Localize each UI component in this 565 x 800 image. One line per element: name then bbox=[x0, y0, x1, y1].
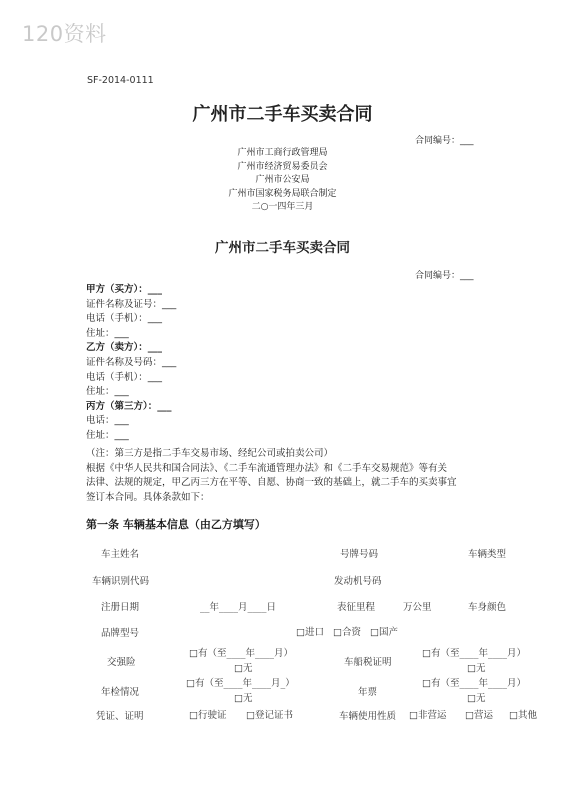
checkbox-driving-license[interactable]: □行驶证 bbox=[189, 710, 227, 721]
preamble-line: 法律、法规的规定，甲乙丙三方在平等、自愿、协商一致的基础上，就二手车的买卖事宜 bbox=[86, 477, 457, 489]
mileage-unit: 万公里 bbox=[403, 602, 432, 613]
checkbox-annual-check-none[interactable]: □无 bbox=[234, 693, 253, 704]
checkbox-non-operating[interactable]: □非营运 bbox=[409, 710, 447, 721]
contract-subtitle: 广州市二手车买卖合同 bbox=[215, 240, 350, 256]
checkbox-vessel-tax-none[interactable]: □无 bbox=[467, 663, 486, 674]
party-b-title: 乙方（卖方）：___ bbox=[86, 342, 163, 354]
checkbox-ticket-has[interactable]: □有（至____年____月） bbox=[422, 678, 526, 689]
checkbox-registration-certificate[interactable]: □登记证书 bbox=[246, 710, 293, 721]
party-b-id: 证件名称及号码：___ bbox=[86, 356, 177, 368]
party-a-id: 证件名称及证号：___ bbox=[86, 298, 177, 310]
note-block bbox=[86, 447, 457, 505]
label-compulsory-insurance: 交强险 bbox=[107, 657, 136, 668]
label-reg-date: 注册日期 bbox=[101, 602, 140, 613]
document-title: 广州市二手车买卖合同 bbox=[192, 104, 373, 125]
party-c-address: 住址：___ bbox=[86, 429, 129, 441]
issuer-line: 广州市公安局 bbox=[255, 175, 310, 186]
issuer-block bbox=[0, 147, 565, 215]
checkbox-origin-import[interactable]: □进口 bbox=[296, 627, 324, 638]
checkbox-annual-check-has[interactable]: □有（至____年____月_） bbox=[186, 678, 295, 689]
watermark: 120资料 bbox=[22, 22, 107, 46]
issuer-line: 广州市工商行政管理局 bbox=[237, 148, 328, 158]
checkbox-other[interactable]: □其他 bbox=[509, 710, 537, 721]
contract-number-label-2: 合同编号：___ bbox=[415, 271, 474, 281]
checkbox-operating[interactable]: □营运 bbox=[465, 710, 493, 721]
checkbox-compulsory-ins-none[interactable]: □无 bbox=[234, 663, 253, 674]
checkbox-vessel-tax-has[interactable]: □有（至____年____月） bbox=[422, 648, 526, 659]
reg-date-field[interactable]: __年____月____日 bbox=[200, 602, 277, 613]
issuer-line: 广州市国家税务局联合制定 bbox=[228, 188, 337, 199]
label-vessel-tax: 车船税证明 bbox=[344, 657, 392, 668]
label-body-color: 车身颜色 bbox=[468, 602, 507, 613]
party-b-phone: 电话（手机）：___ bbox=[86, 371, 163, 383]
party-c-title: 丙方（第三方）：___ bbox=[86, 400, 172, 412]
label-engine-no: 发动机号码 bbox=[334, 576, 382, 587]
label-credentials: 凭证、证明 bbox=[96, 711, 144, 722]
contract-number-label: 合同编号：___ bbox=[415, 136, 474, 146]
party-b-address: 住址：___ bbox=[86, 386, 129, 398]
label-usage-nature: 车辆使用性质 bbox=[339, 711, 397, 722]
article-1-heading: 第一条 车辆基本信息（由乙方填写） bbox=[86, 518, 266, 531]
label-annual-check: 年检情况 bbox=[101, 687, 140, 698]
label-brand-model: 品牌型号 bbox=[101, 628, 140, 639]
label-vin: 车辆识别代码 bbox=[92, 576, 150, 587]
issuer-line: 广州市经济贸易委员会 bbox=[237, 161, 328, 172]
preamble-line: 签订本合同。具体条款如下： bbox=[86, 491, 210, 503]
label-plate-no: 号牌号码 bbox=[340, 549, 379, 560]
parties-block bbox=[86, 283, 176, 444]
party-a-address: 住址：___ bbox=[86, 327, 129, 339]
checkbox-origin-joint-venture[interactable]: □合资 bbox=[333, 627, 361, 638]
party-c-phone: 电话：___ bbox=[86, 415, 129, 427]
issue-date: 二○一四年三月 bbox=[251, 202, 314, 213]
checkbox-compulsory-ins-has[interactable]: □有（至____年____月） bbox=[189, 648, 293, 659]
label-vehicle-type: 车辆类型 bbox=[468, 549, 507, 560]
document-number: SF-2014-0111 bbox=[87, 75, 154, 86]
party-a-title: 甲方（买方）：___ bbox=[86, 284, 163, 295]
checkbox-ticket-none[interactable]: □无 bbox=[467, 693, 486, 704]
party-a-phone: 电话（手机）：___ bbox=[86, 313, 163, 325]
checkbox-origin-domestic[interactable]: □国产 bbox=[370, 627, 398, 638]
label-mileage: 表征里程 bbox=[337, 602, 376, 613]
third-party-note: （注：第三方是指二手车交易市场、经纪公司或拍卖公司） bbox=[86, 448, 334, 459]
label-owner-name: 车主姓名 bbox=[101, 549, 140, 560]
preamble-line: 根据《中华人民共和国合同法》、《二手车流通管理办法》和《二手车交易规范》等有关 bbox=[86, 462, 448, 474]
label-annual-ticket: 年票 bbox=[358, 687, 378, 698]
